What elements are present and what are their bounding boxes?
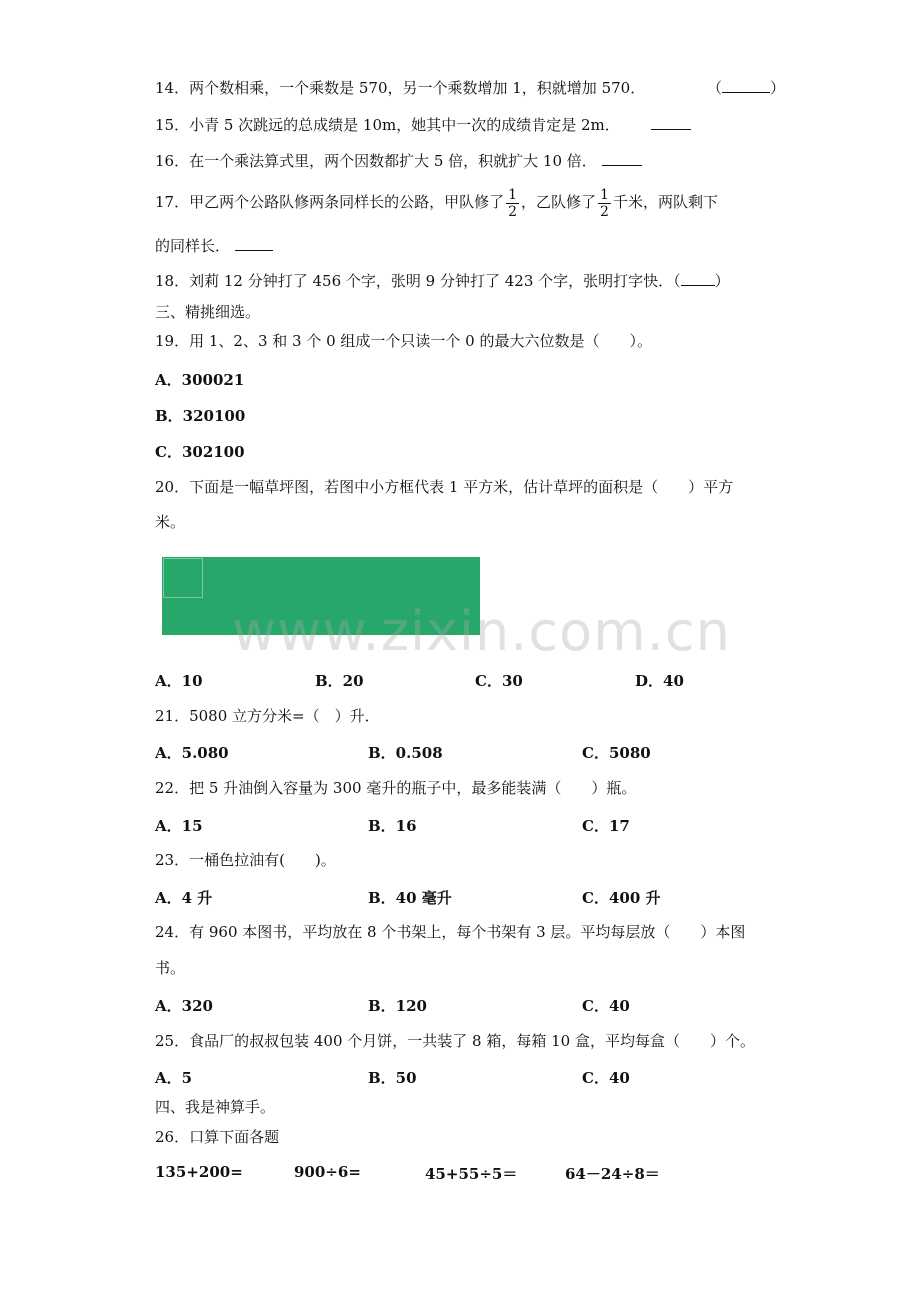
q26-item-1[interactable]: 135+200=	[155, 1163, 243, 1181]
q25-option-b[interactable]: B．50	[368, 1069, 417, 1087]
q24-option-a[interactable]: A．320	[155, 997, 213, 1015]
question-19-text: 19．用 1、2、3 和 3 个 0 组成一个只读一个 0 的最大六位数是（ ）。	[155, 332, 652, 350]
answer-blank[interactable]	[651, 115, 691, 130]
question-23	[155, 850, 336, 870]
q26-item-3[interactable]: 45+55÷5＝	[425, 1165, 518, 1183]
q21-option-b[interactable]: B．0.508	[368, 744, 443, 762]
question-25	[155, 1031, 755, 1051]
question-26	[155, 1127, 279, 1147]
section-3-heading	[155, 302, 260, 322]
question-17-part2: ，乙队修了	[521, 193, 597, 211]
section-title: 三、精挑细选。	[155, 303, 261, 321]
q26-item-2[interactable]: 900÷6=	[294, 1163, 361, 1181]
q22-option-a[interactable]: A．15	[155, 817, 203, 835]
question-22-text: 22．把 5 升油倒入容量为 300 毫升的瓶子中，最多能装满（ ）瓶。	[155, 779, 637, 797]
question-22	[155, 778, 636, 798]
question-19	[155, 331, 652, 351]
q24-option-b[interactable]: B．120	[368, 997, 427, 1015]
q20-option-d[interactable]: D．40	[635, 672, 684, 690]
q26-item-4[interactable]: 64－24÷8＝	[565, 1165, 660, 1183]
question-21	[155, 706, 380, 726]
answer-blank[interactable]	[602, 151, 642, 166]
paren-close: ）	[770, 79, 786, 97]
section-4-heading	[155, 1097, 275, 1117]
question-18-text: 18．刘莉 12 分钟打了 456 个字，张明 9 分钟打了 423 个字，张明打字快．（	[155, 272, 681, 290]
section-title: 四、我是神算手。	[155, 1098, 276, 1116]
watermark: www.zixin.com.cn	[232, 600, 731, 663]
question-23-text: 23．一桶色拉油有( )。	[155, 851, 336, 869]
fraction-numerator: 1	[600, 186, 609, 203]
q22-option-c[interactable]: C．17	[582, 817, 630, 835]
q25-option-a[interactable]: A．5	[155, 1069, 193, 1087]
question-17-part1: 17．甲乙两个公路队修两条同样长的公路，甲队修了	[155, 193, 505, 211]
q19-option-a[interactable]: A．300021	[155, 371, 245, 389]
question-20-text-2: 米。	[155, 513, 186, 531]
q21-option-c[interactable]: C．5080	[582, 744, 651, 762]
question-21-text: 21．5080 立方分米=（ ）升．	[155, 707, 380, 725]
question-18	[155, 271, 730, 291]
q25-option-c[interactable]: C．40	[582, 1069, 630, 1087]
answer-blank[interactable]	[681, 271, 715, 286]
question-15	[155, 115, 691, 135]
question-20	[155, 477, 733, 497]
question-16	[155, 151, 642, 171]
question-24-text-2: 书。	[155, 959, 186, 977]
question-25-text: 25．食品厂的叔叔包装 400 个月饼，一共装了 8 箱，每箱 10 盒，平均每盒（ ）个。	[155, 1032, 755, 1050]
q22-option-b[interactable]: B．16	[368, 817, 417, 835]
question-26-text: 26．口算下面各题	[155, 1128, 280, 1146]
question-24	[155, 922, 745, 942]
question-17	[155, 181, 718, 223]
q21-option-a[interactable]: A．5.080	[155, 744, 229, 762]
question-16-text: 16．在一个乘法算式里，两个因数都扩大 5 倍，积就扩大 10 倍．	[155, 152, 597, 170]
question-14-answer[interactable]	[707, 78, 785, 98]
fraction-half	[506, 187, 519, 220]
question-17-part3: 千米，两队剩下	[612, 193, 718, 211]
question-20-line2	[155, 512, 185, 532]
q19-option-b[interactable]: B．320100	[155, 407, 246, 425]
question-17-text-2: 的同样长．	[155, 237, 231, 255]
question-24-line2	[155, 958, 185, 978]
unit-square	[163, 558, 203, 598]
q23-option-b[interactable]: B．40 毫升	[368, 889, 452, 907]
fraction-denominator: 2	[508, 203, 518, 220]
q20-option-c[interactable]: C．30	[475, 672, 523, 690]
paren-open: （	[707, 79, 723, 97]
q20-option-a[interactable]: A．10	[155, 672, 203, 690]
paren-close: ）	[714, 272, 730, 290]
fraction-half-km	[598, 187, 611, 220]
q19-option-c[interactable]: C．302100	[155, 443, 245, 461]
question-14	[155, 78, 645, 98]
question-15-text: 15．小青 5 次跳远的总成绩是 10m，她其中一次的成绩肯定是 2m．	[155, 116, 620, 134]
q20-option-b[interactable]: B．20	[315, 672, 364, 690]
question-14-text: 14．两个数相乘，一个乘数是 570，另一个乘数增加 1，积就增加 570．	[155, 79, 646, 97]
question-24-text: 24．有 960 本图书，平均放在 8 个书架上，每个书架有 3 层。平均每层放（ ）本图	[155, 923, 746, 941]
q24-option-c[interactable]: C．40	[582, 997, 630, 1015]
fraction-denominator: 2	[600, 203, 609, 220]
q23-option-c[interactable]: C．400 升	[582, 889, 661, 907]
q23-option-a[interactable]: A．4 升	[155, 889, 213, 907]
answer-blank[interactable]	[722, 78, 770, 93]
question-20-text: 20．下面是一幅草坪图，若图中小方框代表 1 平方米，估计草坪的面积是（ ）平方	[155, 478, 734, 496]
answer-blank[interactable]	[235, 236, 273, 251]
fraction-numerator: 1	[508, 186, 518, 203]
question-17-line2	[155, 236, 273, 256]
